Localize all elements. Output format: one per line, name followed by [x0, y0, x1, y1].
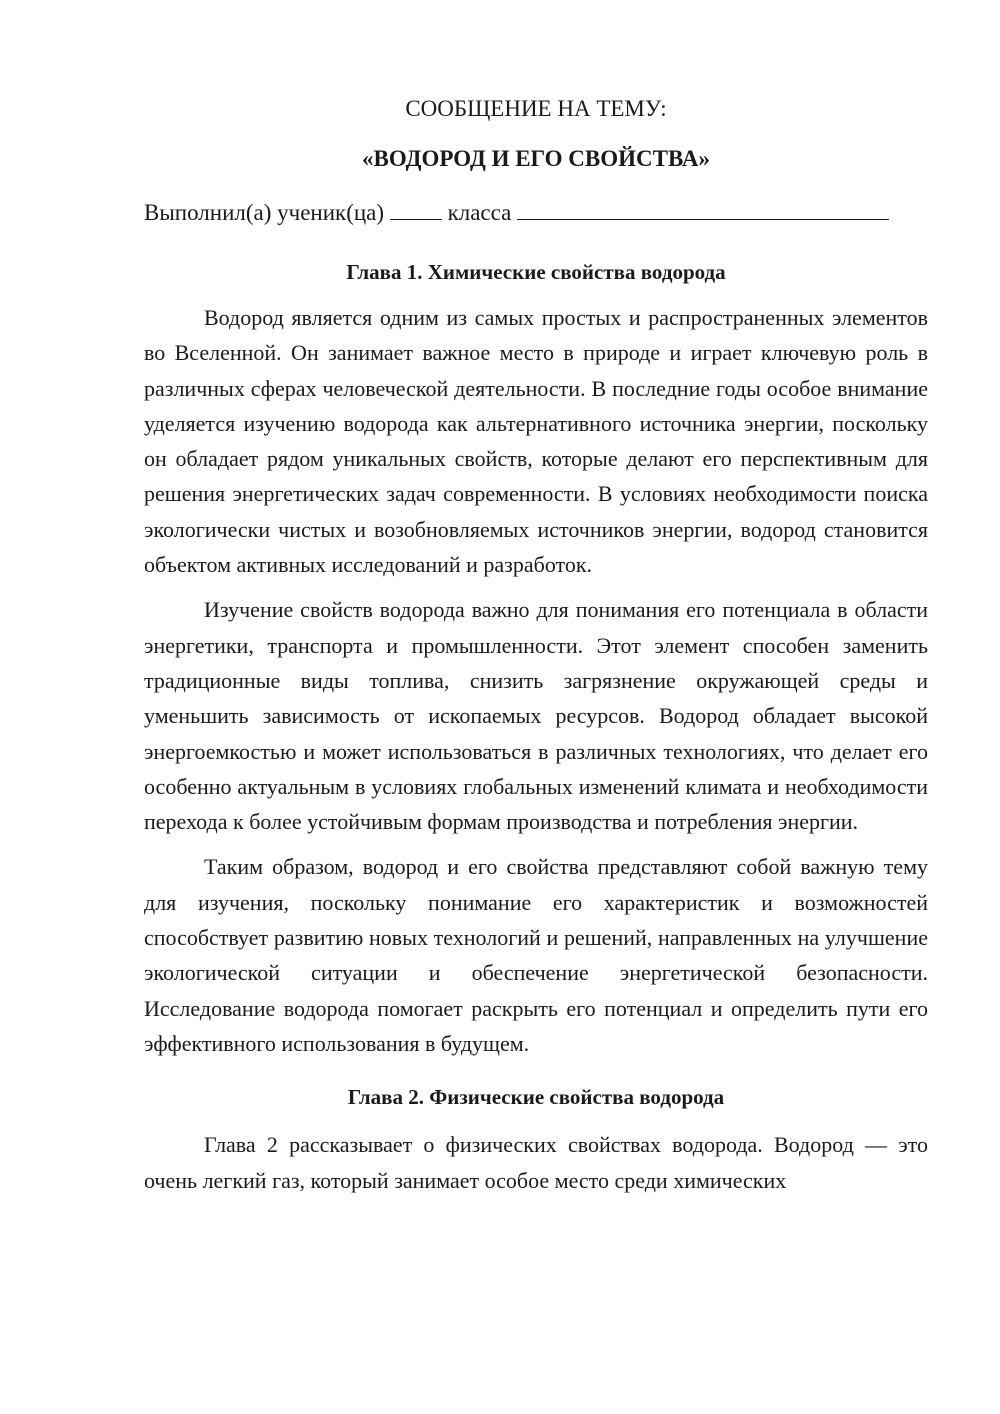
- chapter-2-heading: Глава 2. Физические свойства водорода: [347, 1085, 725, 1110]
- document-page: [144, 94, 928, 1208]
- student-info-line: [144, 198, 928, 228]
- chapter-1-paragraph-2: Изучение свойств водорода важно для понимания его потенциала в области энергетики, транспорта и промышленности. Этот элемент способен заменить традиционные виды топлива, снизить загрязнение окружающей среды и уменьшить зависимость от ископаемых ресурсов. Водород обладает высокой энергоемкостью и может использоваться в различных технологиях, что делает его особенно актуальным в условиях глобальных изменений климата и необходимости перехода к более устойчивым формам производства и потребления энергии.: [144, 597, 928, 835]
- student-name-blank: [517, 199, 889, 220]
- chapter-1-paragraph-3: Таким образом, водород и его свойства представляют собой важную тему для изучения, поскольку понимание его характеристик и возможностей способствует развитию новых технологий и решений, направленных на улучшение экологической ситуации и обеспечение энергетической безопасности. Исследование водорода помогает раскрыть его потенциал и определить пути его эффективного использования в будущем.: [144, 854, 928, 1056]
- document-title-topic: «ВОДОРОД И ЕГО СВОЙСТВА»: [362, 146, 710, 171]
- chapter-2-paragraph-1: Глава 2 рассказывает о физических свойствах водорода. Водород — это очень легкий газ, который занимает особое место среди химических: [144, 1132, 928, 1193]
- class-number-blank: [390, 199, 442, 220]
- document-title-line-1: СООБЩЕНИЕ НА ТЕМУ:: [405, 96, 667, 121]
- class-label: класса: [447, 200, 512, 225]
- chapter-1-paragraph-1: Водород является одним из самых простых и распространенных элементов во Вселенной. Он занимает важное место в природе и играет ключевую роль в различных сферах человеческой деятельности. В последние годы особое внимание уделяется изучению водорода как альтернативного источника энергии, поскольку он обладает рядом уникальных свойств, которые делают его перспективным для решения энергетических задач современности. В условиях необходимости поиска экологически чистых и возобновляемых источников энергии, водород становится объектом активных исследований и разработок.: [144, 305, 928, 578]
- student-label: Выполнил(а) ученик(ца): [144, 200, 385, 225]
- chapter-1-heading: Глава 1. Химические свойства водорода: [346, 260, 726, 284]
